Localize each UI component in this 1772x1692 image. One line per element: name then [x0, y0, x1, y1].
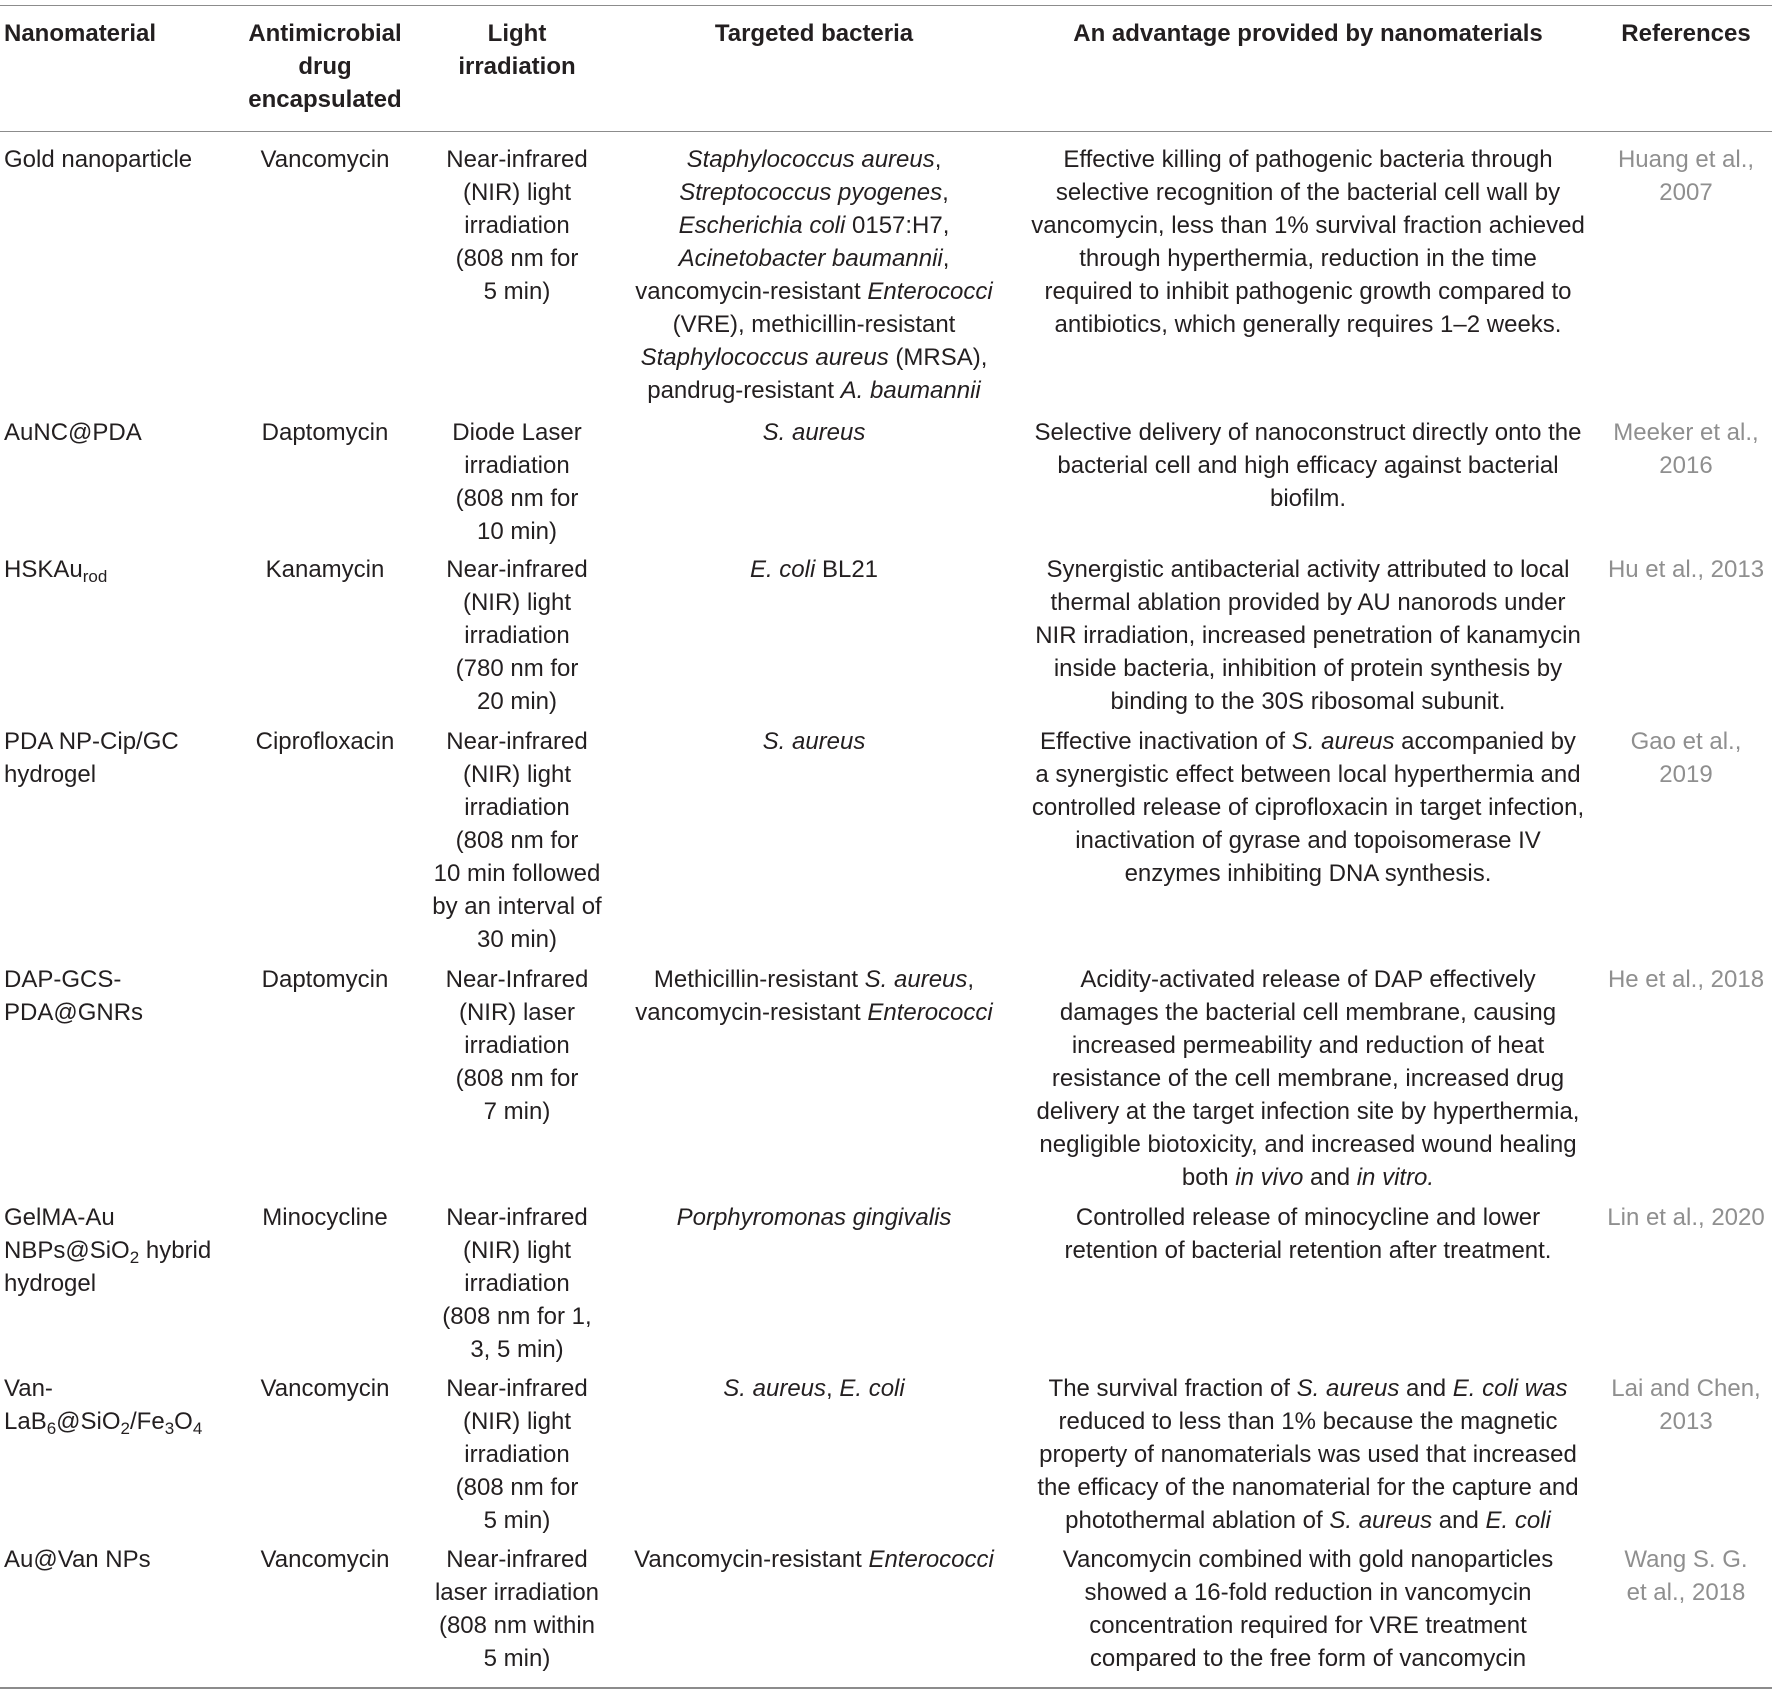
- drug-cell: Minocycline: [262, 1204, 388, 1231]
- targeted-bacteria-cell: S. aureus, E. coli: [723, 1375, 905, 1402]
- targeted-bacteria-cell: S. aureus: [762, 419, 866, 446]
- nanomaterial-cell: Gold nanoparticle: [4, 146, 193, 173]
- header-nanomaterial: Nanomaterial: [4, 20, 157, 47]
- advantage-cell: Vancomycin combined with gold nanoparticles showed a 16-fold reduction in vancomycin concentration required for VRE treatment compared to the free form of vancomycin: [1062, 1546, 1554, 1672]
- targeted-bacteria-cell: Staphylococcus aureus, Streptococcus pyogenes, Escherichia coli 0157:H7, Acinetobacter baumannii, vancomycin-resistant Enterococci (VRE), methicillin-resistant Staphylococcus aureus (MRSA), pandrug-resistant A. baumannii: [635, 146, 993, 404]
- header-light-irradiation: Light irradiation: [458, 20, 576, 80]
- advantage-cell: Acidity-activated release of DAP effectively damages the bacterial cell membrane, causing increased permeability and reduction of heat resistance of the cell membrane, increased drug delivery at the target infection site by hyperthermia, negligible biotoxicity, and increased wound healing both in vivo and in vitro.: [1036, 966, 1580, 1191]
- drug-cell: Kanamycin: [265, 556, 385, 583]
- reference-cell: Lai and Chen, 2013: [1611, 1375, 1761, 1435]
- targeted-bacteria-cell: Vancomycin-resistant Enterococci: [634, 1546, 994, 1573]
- light-irradiation-cell: Near-infrared (NIR) light irradiation (808 nm for 10 min followed by an interval of 30 min): [432, 728, 602, 953]
- light-irradiation-cell: Near-Infrared (NIR) laser irradiation (808 nm for 7 min): [445, 966, 589, 1125]
- light-irradiation-cell: Near-infrared laser irradiation (808 nm within 5 min): [434, 1546, 600, 1672]
- nanomaterial-cell: HSKAu$_{rod}$: [4, 556, 108, 586]
- nanomaterial-cell: PDA NP-Cip/GC hydrogel: [4, 728, 179, 788]
- targeted-bacteria-cell: S. aureus: [762, 728, 866, 755]
- reference-cell: Huang et al., 2007: [1617, 146, 1755, 206]
- reference-cell: Wang S. G. et al., 2018: [1624, 1546, 1748, 1606]
- reference-cell: Hu et al., 2013: [1607, 556, 1765, 583]
- drug-cell: Vancomycin: [260, 146, 390, 173]
- light-irradiation-cell: Near-infrared (NIR) light irradiation (808 nm for 1, 3, 5 min): [442, 1204, 592, 1363]
- reference-cell: Meeker et al., 2016: [1613, 419, 1759, 479]
- drug-cell: Daptomycin: [261, 966, 389, 993]
- nanomaterial-cell: AuNC@PDA: [4, 419, 142, 446]
- nanomaterial-cell: GelMA-Au NBPs@SiO$_2$ hybrid hydrogel: [4, 1204, 212, 1297]
- drug-cell: Vancomycin: [260, 1546, 390, 1573]
- nanomaterial-cell: Au@Van NPs: [4, 1546, 151, 1573]
- header-advantage: An advantage provided by nanomaterials: [1073, 20, 1543, 47]
- advantage-cell: Synergistic antibacterial activity attributed to local thermal ablation provided by AU nanorods under NIR irradiation, increased penetration of kanamycin inside bacteria, inhibition of protein synthesis by binding to the 30S ribosomal subunit.: [1035, 556, 1581, 715]
- drug-cell: Ciprofloxacin: [255, 728, 395, 755]
- targeted-bacteria-cell: Porphyromonas gingivalis: [676, 1204, 952, 1231]
- advantage-cell: Controlled release of minocycline and lower retention of bacterial retention after treatment.: [1064, 1204, 1552, 1264]
- drug-cell: Vancomycin: [260, 1375, 390, 1402]
- advantage-cell: Effective killing of pathogenic bacteria through selective recognition of the bacterial cell wall by vancomycin, less than 1% survival fraction achieved through hyperthermia, reduction in the time required to inhibit pathogenic growth compared to antibiotics, which generally requires 1–2 weeks.: [1031, 146, 1585, 338]
- reference-cell: Gao et al., 2019: [1630, 728, 1742, 788]
- header-targeted-bacteria: Targeted bacteria: [714, 20, 914, 47]
- light-irradiation-cell: Diode Laser irradiation (808 nm for 10 min): [452, 419, 582, 545]
- top-rule: [0, 5, 1772, 6]
- nanomaterial-cell: DAP-GCS- PDA@GNRs: [4, 966, 144, 1026]
- nanomaterial-cell: Van- $LaB_6@SiO_2/Fe_3O_4$: [4, 1375, 203, 1438]
- bottom-rule: [0, 1687, 1772, 1689]
- light-irradiation-cell: Near-infrared (NIR) light irradiation (808 nm for 5 min): [446, 1375, 588, 1534]
- targeted-bacteria-cell: Methicillin-resistant S. aureus, vancomycin-resistant Enterococci: [635, 966, 993, 1026]
- reference-cell: Lin et al., 2020: [1607, 1204, 1765, 1231]
- light-irradiation-cell: Near-infrared (NIR) light irradiation (808 nm for 5 min): [446, 146, 588, 305]
- reference-cell: He et al., 2018: [1607, 966, 1765, 993]
- header-references: References: [1621, 20, 1751, 47]
- header-antimicrobial-drug: Antimicrobial drug encapsulated: [248, 20, 402, 113]
- advantage-cell: Selective delivery of nanoconstruct directly onto the bacterial cell and high efficacy against bacterial biofilm.: [1034, 419, 1582, 512]
- advantage-cell: Effective inactivation of S. aureus accompanied by a synergistic effect between local hyperthermia and controlled release of ciprofloxacin in target infection, inactivation of gyrase and topoisomerase IV enzymes inhibiting DNA synthesis.: [1031, 728, 1585, 887]
- light-irradiation-cell: Near-infrared (NIR) light irradiation (780 nm for 20 min): [446, 556, 588, 715]
- targeted-bacteria-cell: E. coli BL21: [749, 556, 879, 583]
- advantage-cell: The survival fraction of S. aureus and E. coli was reduced to less than 1% because the magnetic property of nanomaterials was used that increased the efficacy of the nanomaterial for the capture and photothermal ablation of S. aureus and E. coli: [1037, 1375, 1579, 1534]
- header-rule: [0, 131, 1772, 132]
- drug-cell: Daptomycin: [261, 419, 389, 446]
